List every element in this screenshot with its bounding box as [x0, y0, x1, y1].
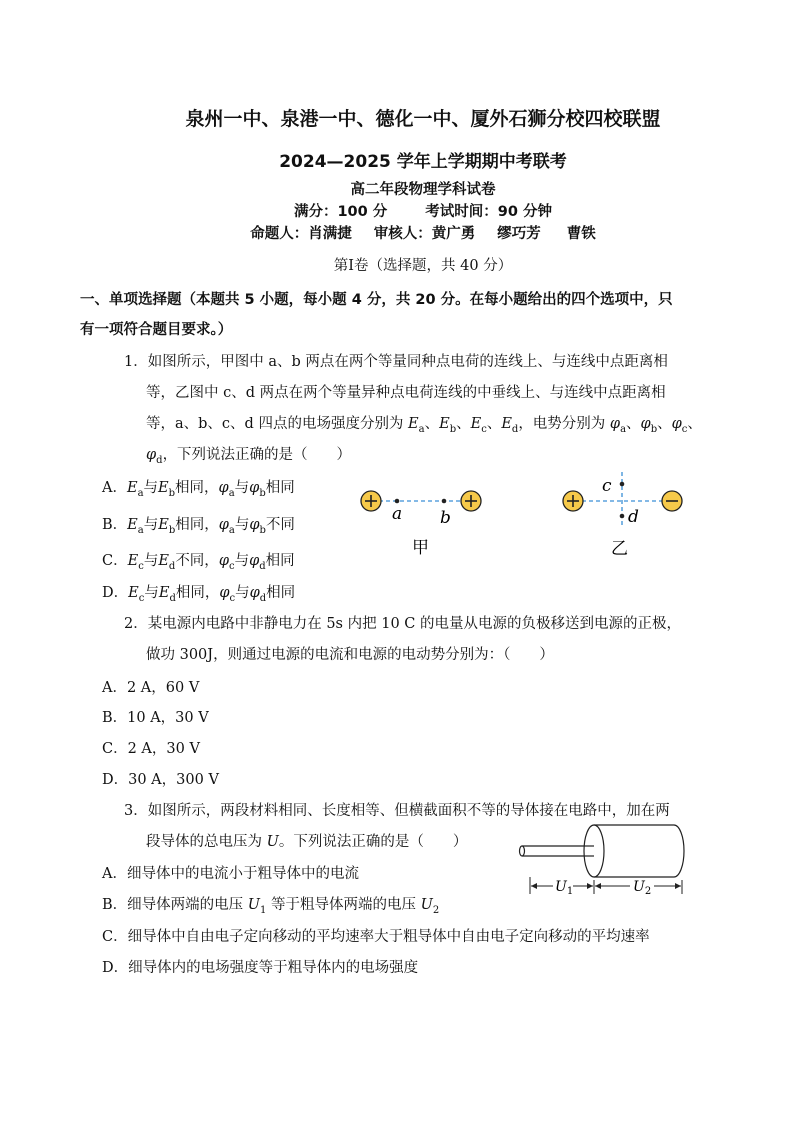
q1-line2: 等，乙图中 c、d 两点在两个等量异种点电荷连线的中垂线上、与连线中点距离相: [146, 385, 666, 401]
thick-conductor-right-end: [674, 825, 684, 877]
label-u2: $U_2$: [633, 879, 652, 897]
figure-yi: [552, 470, 692, 562]
q2-option-c[interactable]: C．2 A，30 V: [102, 741, 200, 757]
section-heading-line1: 一、单项选择题（本题共 5 小题，每小题 4 分，共 20 分。在每小题给出的四个选项中，只: [80, 292, 673, 308]
positive-charge-icon: [563, 491, 583, 511]
negative-charge-icon: [662, 491, 682, 511]
q2-line1: 2．某电源内电路中非静电力在 5s 内把 10 C 的电量从电源的负极移送到电源的正极，: [124, 616, 681, 632]
q1-line3: 等，a、b、c、d 四点的电场强度分别为 $E_a$、$E_b$、$E_c$、$E_d$，电势分别为 $\varphi_a$、$\varphi_b$、$\varphi_c$、: [146, 416, 702, 435]
part-one-heading: 第Ⅰ卷（选择题，共 40 分）: [333, 258, 513, 274]
label-b: b: [440, 508, 451, 528]
thin-conductor-end: [520, 846, 525, 856]
q3-line2: 段导体的总电压为 U。下列说法正确的是（ ）: [146, 834, 468, 850]
q2-option-a[interactable]: A．2 A，60 V: [102, 680, 200, 696]
label-d: d: [628, 507, 639, 527]
point-b: [442, 499, 447, 504]
score-label: 满分：100 分: [293, 204, 388, 220]
label-u1: $U_1$: [555, 879, 574, 897]
term-title: 2024—2025 学年上学期期中考联考: [279, 152, 567, 172]
q1-option-d[interactable]: D．$E_c$与$E_d$相同，$\varphi_c$与$\varphi_d$相同: [102, 585, 296, 604]
q1-option-b[interactable]: B．$E_a$与$E_b$相同，$\varphi_a$与$\varphi_b$不同: [102, 517, 295, 536]
q1-option-c[interactable]: C．$E_c$与$E_d$不同，$\varphi_c$与$\varphi_d$相同: [102, 553, 295, 572]
q1-line1: 1．如图所示，甲图中 a、b 两点在两个等量同种点电荷的连线上、与连线中点距离相: [124, 354, 668, 370]
q1-option-a[interactable]: A．$E_a$与$E_b$相同，$\varphi_a$与$\varphi_b$相同: [102, 480, 295, 499]
reviewer-2: 缪巧芳: [497, 226, 541, 242]
figure-jia: [352, 472, 497, 562]
reviewer-label: 审核人：黄广勇: [373, 226, 476, 242]
label-c: c: [602, 476, 612, 496]
point-d: [620, 514, 625, 519]
q3-option-d[interactable]: D．细导体内的电场强度等于粗导体内的电场强度: [102, 960, 419, 976]
q2-option-b[interactable]: B．10 A，30 V: [102, 710, 209, 726]
reviewer-3: 曹铁: [566, 226, 596, 242]
positive-charge-icon: [361, 491, 381, 511]
score-time-line: [0, 200, 794, 221]
time-label: 考试时间：90 分钟: [425, 204, 553, 220]
q3-option-b[interactable]: B．细导体两端的电压 $U_1$ 等于粗导体两端的电压 $U_2$: [102, 897, 440, 916]
authors-line: [0, 222, 794, 243]
figure-conductors: [518, 822, 690, 898]
q1-line4: $\varphi_d$，下列说法正确的是（ ）: [146, 447, 352, 466]
author-label: 命题人：肖满捷: [250, 226, 352, 242]
school-union-title: 泉州一中、泉港一中、德化一中、厦外石狮分校四校联盟: [185, 108, 661, 130]
label-a: a: [392, 504, 403, 524]
q3-option-c[interactable]: C．细导体中自由电子定向移动的平均速率大于粗导体中自由电子定向移动的平均速率: [102, 929, 650, 945]
point-c: [620, 482, 625, 487]
section-heading-line2: 有一项符合题目要求。）: [80, 322, 233, 338]
positive-charge-icon: [461, 491, 481, 511]
q2-option-d[interactable]: D．30 A，300 V: [102, 772, 219, 788]
thick-conductor-left-end: [584, 825, 604, 877]
subject-title: 高二年段物理学科试卷: [350, 182, 496, 198]
label-jia: 甲: [412, 538, 429, 558]
q3-option-a[interactable]: A．细导体中的电流小于粗导体中的电流: [102, 866, 359, 882]
q2-line2: 做功 300J，则通过电源的电流和电源的电动势分别为：（ ）: [146, 647, 554, 663]
q3-line1: 3．如图所示，两段材料相同、长度相等、但横截面积不等的导体接在电路中，加在两: [124, 803, 670, 819]
point-a: [395, 499, 400, 504]
label-yi: 乙: [611, 539, 628, 559]
